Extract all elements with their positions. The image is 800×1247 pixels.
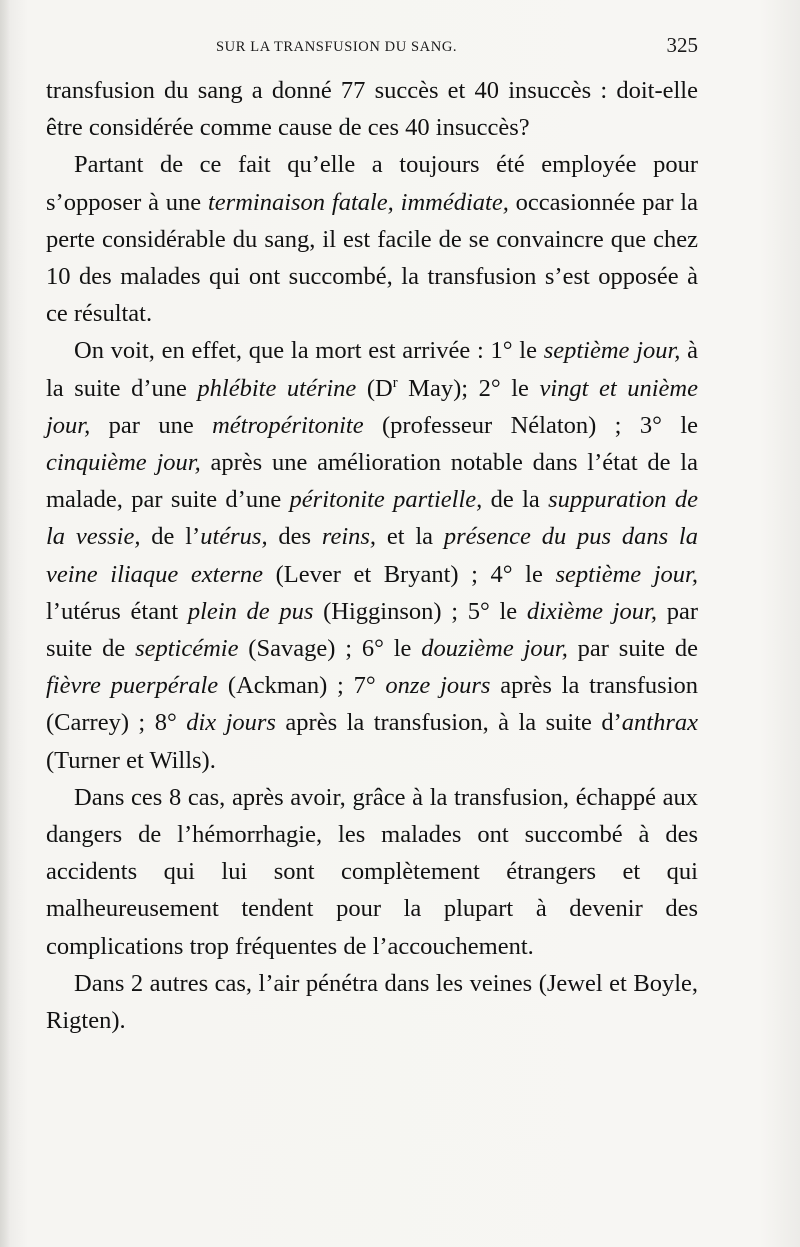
paragraph-text: On voit, en effet, que la mort est arrivée : 1° le bbox=[74, 337, 544, 365]
italic-term: douzième jour, bbox=[421, 635, 568, 663]
paragraph-4 bbox=[46, 779, 698, 965]
superscript: r bbox=[392, 374, 398, 391]
paragraph-text: (Lever et Bryant) ; 4° le bbox=[263, 560, 556, 588]
paragraph-5 bbox=[46, 965, 698, 1039]
page-number: 325 bbox=[666, 33, 698, 57]
paragraph-text: de la bbox=[482, 486, 549, 514]
italic-term: vingt et unième jour, bbox=[46, 374, 699, 439]
italic-term: plein de pus bbox=[187, 597, 314, 625]
paragraph-text: de l’ bbox=[140, 523, 201, 551]
paragraph-text: après la transfusion (Carrey) ; 8° bbox=[46, 672, 699, 737]
italic-term: suppuration de la vessie, bbox=[46, 486, 698, 551]
paragraph-text: des bbox=[267, 523, 322, 551]
italic-term: septième jour, bbox=[555, 560, 699, 588]
paragraph-text: May); 2° le bbox=[397, 374, 540, 402]
italic-term: reins, bbox=[321, 523, 377, 551]
paragraph-text: (Turner et Wills). bbox=[46, 746, 216, 774]
italic-term: anthrax bbox=[621, 709, 698, 737]
running-title: SUR LA TRANSFUSION DU SANG. bbox=[216, 39, 458, 55]
paragraph-text: Partant de ce fait qu’elle a toujours été employée pour s’opposer à une bbox=[46, 151, 698, 216]
italic-term: septième jour, bbox=[543, 337, 681, 365]
paragraph-text: Dans ces 8 cas, après avoir, grâce à la transfusion, échappé aux dangers de l’hémorrhagie, les malades ont succombé à des accidents qui lui sont complètement étrangers et qui malheureusement tendent pour la plupart à devenir des complications trop fréquentes de l’accouchement. bbox=[46, 783, 698, 960]
paragraph-text: et la bbox=[376, 523, 444, 551]
paragraph-text: (Higginson) ; 5° le bbox=[313, 597, 527, 625]
italic-term: terminaison fatale, immédiate, bbox=[208, 188, 509, 216]
paragraph-2 bbox=[46, 146, 698, 332]
italic-term: métropéritonite bbox=[212, 411, 364, 439]
paragraph-1 bbox=[46, 72, 698, 146]
paragraph-text: (Ackman) ; 7° bbox=[218, 672, 386, 700]
paragraph-text: (D bbox=[356, 374, 393, 402]
italic-term: utérus, bbox=[200, 523, 268, 551]
paragraph-text: après la transfusion, à la suite d’ bbox=[275, 709, 622, 737]
paragraph-text: par suite de bbox=[567, 635, 699, 663]
paragraph-text: transfusion du sang a donné 77 succès et 40 insuccès : doit-elle être considérée comme cause de ces 40 insuccès? bbox=[46, 77, 698, 142]
paragraph-text: Dans 2 autres cas, l’air pénétra dans les veines (Jewel et Boyle, Rigten). bbox=[46, 969, 698, 1035]
paragraph-text: à la suite d’une bbox=[46, 337, 699, 402]
paragraph-text: (professeur Nélaton) ; 3° le bbox=[363, 411, 698, 439]
binding-edge-shadow bbox=[0, 0, 10, 1247]
page-header bbox=[46, 33, 698, 65]
italic-term: péritonite partielle, bbox=[289, 486, 483, 514]
page-body bbox=[46, 72, 698, 1039]
italic-term: phlébite utérine bbox=[197, 374, 357, 402]
italic-term: présence du pus dans la veine iliaque externe bbox=[46, 523, 698, 588]
paragraph-3 bbox=[46, 332, 698, 778]
paragraph-text: après une amélioration notable dans l’état de la malade, par suite d’une bbox=[46, 449, 698, 514]
italic-term: dixième jour, bbox=[526, 597, 658, 625]
italic-term: fièvre puerpérale bbox=[46, 672, 219, 700]
paragraph-text: (Savage) ; 6° le bbox=[238, 635, 422, 663]
italic-term: dix jours bbox=[186, 709, 276, 737]
paragraph-text: par suite de bbox=[46, 597, 698, 663]
paragraph-text: par une bbox=[90, 411, 213, 439]
italic-term: onze jours bbox=[385, 672, 491, 700]
paragraph-text: l’utérus étant bbox=[46, 597, 188, 625]
italic-term: septicémie bbox=[135, 635, 239, 663]
italic-term: cinquième jour, bbox=[46, 449, 201, 477]
paragraph-text: occasionnée par la perte considérable du sang, il est facile de se convaincre que chez 10 des malades qui ont succombé, la transfusion s’est opposée à ce résultat. bbox=[46, 188, 698, 328]
